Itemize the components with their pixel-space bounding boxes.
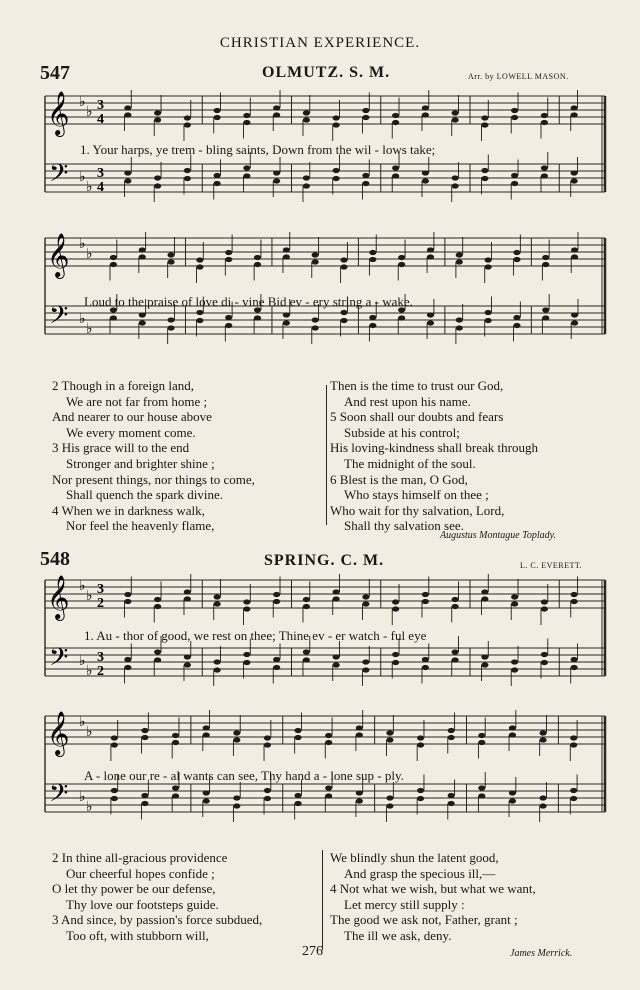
lyric-line: 1. Your harps, ye trem - bling saints, Down from the wil - lows take; — [80, 142, 436, 157]
treble-clef-icon: 𝄞 — [47, 575, 70, 619]
flat-icon: ♭ — [79, 715, 86, 730]
verse-line: Our cheerful hopes confide ; — [66, 865, 215, 881]
treble-clef-icon: 𝄞 — [47, 233, 70, 277]
flat-icon: ♭ — [86, 247, 93, 262]
verse-block-right-547 — [330, 378, 538, 534]
verse-line: Nor feel the heavenly flame, — [66, 518, 215, 534]
flat-icon: ♭ — [79, 579, 86, 594]
flat-icon: ♭ — [86, 180, 93, 195]
bass-clef-icon: 𝄢 — [49, 779, 69, 814]
lyric-line: A - lone our re - al wants can see, Thy hand a - lone sup - ply. — [84, 768, 404, 783]
tune-name: OLMUTZ. S. M. — [262, 64, 391, 81]
bass-clef-icon: 𝄢 — [49, 159, 69, 194]
verse-line: The good we ask not, Father, grant ; — [330, 912, 518, 928]
time-signature-bottom: 2 — [97, 596, 104, 611]
lyric-line: Loud to the praise of love di - vine Bid ev - ery string a - wake. — [84, 294, 413, 309]
time-signature-top: 3 — [97, 98, 104, 113]
time-signature-top: 3 — [97, 166, 104, 181]
composer-credit: Arr. by LOWELL MASON. — [468, 72, 569, 81]
staff-lines — [45, 238, 605, 334]
verses-right — [330, 378, 538, 534]
verse-line: 4 Not what we wish, but what we want, — [330, 881, 536, 897]
time-signature-bottom: 2 — [97, 664, 104, 679]
flat-icon: ♭ — [86, 800, 93, 815]
flat-icon: ♭ — [79, 312, 86, 327]
treble-clef-icon: 𝄞 — [47, 91, 70, 135]
flat-icon: ♭ — [86, 322, 93, 337]
verse-line: 2 In thine all-gracious providence — [52, 850, 228, 865]
time-signature-bottom: 4 — [97, 112, 104, 127]
verse-line: 3 And since, by passion's force subdued, — [52, 912, 263, 928]
verse-block-left-548 — [52, 850, 262, 944]
verse-line: And rest upon his name. — [344, 393, 471, 409]
hymn-number: 547 — [40, 62, 70, 84]
verse-line: And nearer to our house above — [52, 409, 212, 425]
verse-line: His loving-kindness shall break through — [330, 440, 538, 456]
column-divider — [326, 385, 327, 525]
verse-line: 5 Soon shall our doubts and fears — [330, 409, 504, 425]
verse-line: Shall thy salvation see. — [344, 518, 464, 534]
verse-line: Who stays himself on thee ; — [344, 487, 489, 503]
column-divider — [322, 850, 323, 950]
time-signature-bottom: 4 — [97, 180, 104, 195]
flat-icon: ♭ — [79, 237, 86, 252]
verse-block-right-548 — [330, 850, 536, 944]
page-number: 276 — [302, 944, 323, 959]
verse-line: The ill we ask, deny. — [344, 927, 452, 943]
verse-line: The midnight of the soul. — [344, 455, 476, 471]
verse-block-left-547 — [52, 378, 255, 534]
time-signature-top: 3 — [97, 582, 104, 597]
verse-line: And grasp the specious ill,— — [344, 865, 496, 881]
bass-clef-icon: 𝄢 — [49, 643, 69, 678]
verses-left — [52, 378, 255, 534]
flat-icon: ♭ — [79, 654, 86, 669]
treble-clef-icon: 𝄞 — [47, 711, 70, 755]
flat-icon: ♭ — [86, 725, 93, 740]
bass-clef-icon: 𝄢 — [49, 301, 69, 336]
flat-icon: ♭ — [86, 105, 93, 120]
hymn-author: Augustus Montague Toplady. — [440, 530, 557, 541]
verses-left — [52, 850, 262, 944]
flat-icon: ♭ — [86, 589, 93, 604]
verse-line: 3 His grace will to the end — [52, 440, 190, 456]
verse-line: We blindly shun the latent good, — [330, 850, 499, 865]
verse-line: 6 Blest is the man, O God, — [330, 471, 468, 487]
composer-credit: L. C. EVERETT. — [520, 561, 583, 570]
hymn-number: 548 — [40, 548, 70, 570]
verse-line: Subside at his control; — [344, 424, 460, 440]
verse-line: Thy love our footsteps guide. — [66, 896, 219, 912]
verse-line: 4 When we in darkness walk, — [52, 502, 205, 518]
flat-icon: ♭ — [79, 170, 86, 185]
verse-line: O let thy power be our defense, — [52, 881, 216, 897]
verse-line: Stronger and brighter shine ; — [66, 455, 215, 471]
time-signature-top: 3 — [97, 650, 104, 665]
lyric-line: 1. Au - thor of good, we rest on thee; Thine ev - er watch - ful eye — [84, 628, 427, 643]
flat-icon: ♭ — [79, 790, 86, 805]
verse-line: Let mercy still supply : — [344, 896, 465, 912]
flat-icon: ♭ — [86, 664, 93, 679]
verse-line: Too oft, with stubborn will, — [66, 927, 209, 943]
verse-line: Who wait for thy salvation, Lord, — [330, 502, 505, 518]
hymn-author: James Merrick. — [510, 948, 573, 959]
verse-line: Shall quench the spark divine. — [66, 487, 224, 503]
verse-line: Nor present things, nor things to come, — [52, 471, 255, 487]
verse-line: We every moment come. — [66, 424, 196, 440]
verse-line: Then is the time to trust our God, — [330, 378, 504, 393]
flat-icon: ♭ — [79, 95, 86, 110]
verse-line: 2 Though in a foreign land, — [52, 378, 195, 393]
verses-right — [330, 850, 536, 944]
verse-line: We are not far from home ; — [66, 393, 208, 409]
page-header: CHRISTIAN EXPERIENCE. — [219, 35, 421, 51]
tune-name: SPRING. C. M. — [264, 552, 385, 569]
